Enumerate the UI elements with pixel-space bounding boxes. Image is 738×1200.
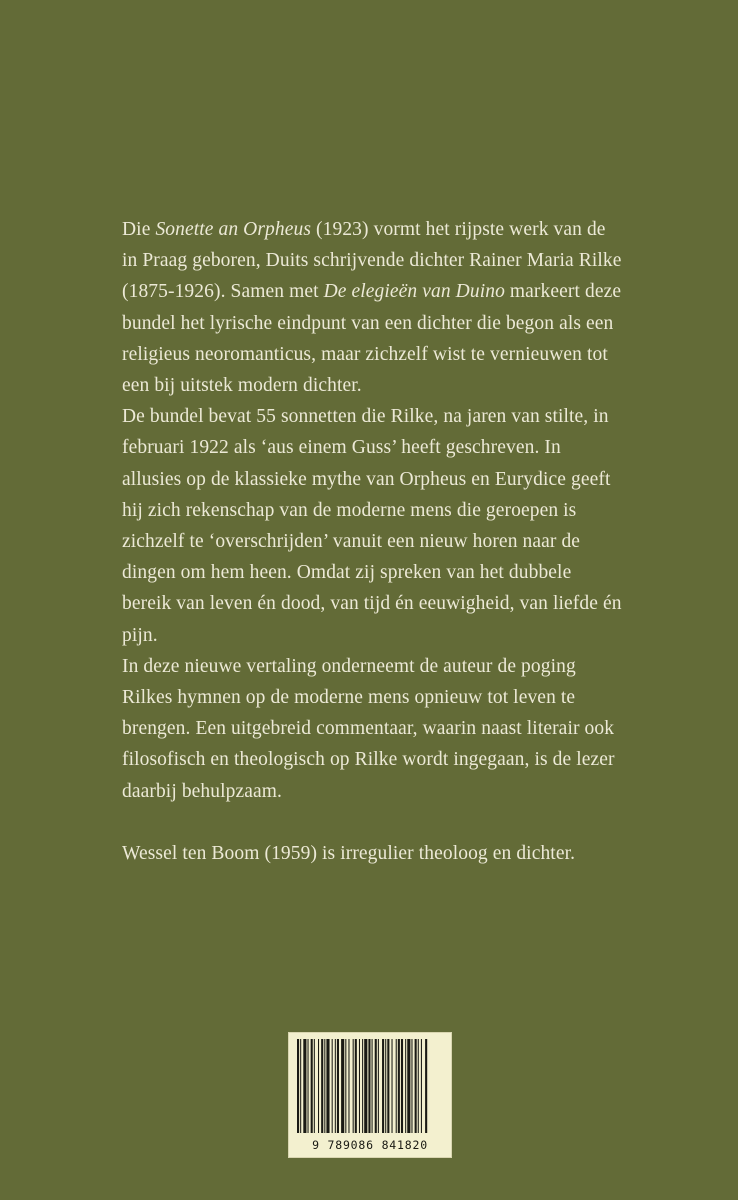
barcode-bar: [326, 1039, 329, 1133]
barcode-bar: [425, 1039, 427, 1133]
barcode-bar: [332, 1039, 333, 1133]
barcode-bar: [314, 1039, 315, 1133]
barcode-bar: [318, 1039, 319, 1133]
barcode-bar: [415, 1039, 417, 1133]
isbn-barcode: [288, 1032, 452, 1158]
barcode-bar: [407, 1039, 410, 1133]
barcode-graphic: [289, 1033, 451, 1157]
title-elegieen-van-duino: De elegieën van Duino: [323, 281, 505, 303]
blurb-paragraph-intro: [122, 214, 622, 401]
barcode-bar: [297, 1039, 299, 1133]
barcode-bar: [385, 1039, 386, 1133]
blurb-paragraph-translation: In deze nieuwe vertaling onderneemt de auteur de poging Rilkes hymnen op de moderne mens opnieuw tot leven te brengen. Een uitgebreid commentaar, waarin naast literair ook filosofisch en theologisch op Rilke wordt ingegaan, is de lezer daarbij behulpzaam.: [122, 655, 615, 802]
barcode-bar: [378, 1039, 379, 1133]
barcode-bar: [303, 1039, 306, 1133]
barcode-bar: [324, 1039, 325, 1133]
intro-text-3: markeert deze bundel het lyrische eindpunt van een dichter die begon als een religieus neoromanticus, maar zichzelf wist te vernieuwen tot een bij uitstek modern dichter.: [122, 281, 622, 397]
barcode-bar: [421, 1039, 422, 1133]
isbn-digits: 9 789086 841820: [312, 1138, 428, 1152]
barcode-bar: [337, 1039, 339, 1133]
author-bio: Wessel ten Boom (1959) is irregulier theoloog en dichter.: [122, 842, 576, 864]
barcode-bar: [341, 1039, 344, 1133]
barcode-bar: [355, 1039, 357, 1133]
barcode-bar: [392, 1039, 393, 1133]
barcode-bar: [398, 1039, 400, 1133]
intro-text-2: (1923) vormt het rijpste werk van de in Praag geboren, Duits schrijvende dichter Rainer Maria Rilke (1875-1926). Samen met: [122, 219, 622, 303]
barcode-bar: [335, 1039, 336, 1133]
barcode-bar: [348, 1039, 349, 1133]
barcode-bar: [345, 1039, 346, 1133]
barcode-bar: [353, 1039, 354, 1133]
barcode-bar: [311, 1039, 313, 1133]
back-cover-blurb: [122, 214, 622, 869]
barcode-bar: [300, 1039, 301, 1133]
barcode-bar: [396, 1039, 397, 1133]
barcode-bar: [382, 1039, 384, 1133]
barcode-bar: [364, 1039, 367, 1133]
barcode-bar: [362, 1039, 363, 1133]
barcode-bar: [308, 1039, 309, 1133]
intro-text-1: Die: [122, 219, 156, 240]
barcode-bar: [368, 1039, 370, 1133]
blurb-paragraph-content: De bundel bevat 55 sonnetten die Rilke, na jaren van stilte, in februari 1922 als ‘aus einem Guss’ heeft geschreven. In allusies op de klassieke mythe van Orpheus en Eurydice geeft hij zich rekenschap van de moderne mens die geroepen is zichzelf te ‘overschrijden’ vanuit een nieuw horen naar de dingen om hem heen. Omdat zij spreken van het dubbele bereik van leven én dood, van tijd én eeuwigheid, van liefde én pijn.: [122, 406, 622, 646]
barcode-bar: [321, 1039, 323, 1133]
barcode-bar: [372, 1039, 373, 1133]
barcode-bar: [401, 1039, 403, 1133]
barcode-bar: [359, 1039, 360, 1133]
barcode-bar: [411, 1039, 412, 1133]
barcode-bar: [405, 1039, 406, 1133]
barcode-bar: [375, 1039, 377, 1133]
barcode-bar: [418, 1039, 419, 1133]
title-sonette-an-orpheus: Sonette an Orpheus: [155, 219, 312, 240]
barcode-bar: [387, 1039, 389, 1133]
